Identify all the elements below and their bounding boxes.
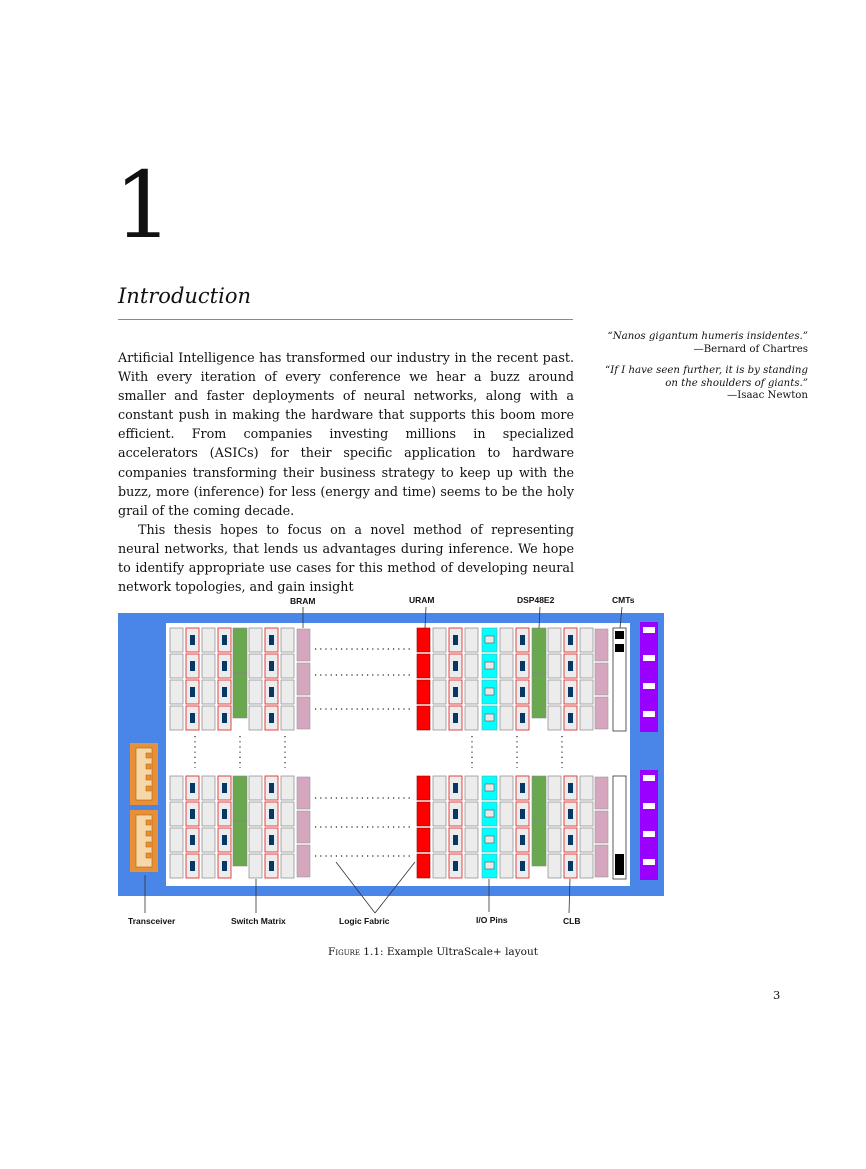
logic-tile bbox=[281, 802, 294, 826]
dsp-block bbox=[233, 821, 247, 866]
logic-tile bbox=[281, 628, 294, 652]
clb-core bbox=[453, 861, 458, 871]
logic-tile bbox=[548, 680, 561, 704]
clb-core bbox=[568, 713, 573, 723]
logic-tile bbox=[170, 628, 183, 652]
logic-tile bbox=[433, 776, 446, 800]
clb-core bbox=[269, 835, 274, 845]
clb-core bbox=[453, 809, 458, 819]
io-pin bbox=[485, 784, 494, 791]
label-transceiver: Transceiver bbox=[128, 916, 176, 926]
dsp-block bbox=[233, 776, 247, 821]
label-clb: CLB bbox=[563, 916, 581, 926]
clb-core bbox=[190, 783, 195, 793]
chapter-rule bbox=[118, 319, 573, 320]
logic-tile bbox=[465, 854, 478, 878]
cmt-slot bbox=[643, 859, 655, 865]
logic-tile bbox=[281, 706, 294, 730]
bram-block bbox=[595, 845, 608, 877]
cmt-marker bbox=[615, 631, 624, 639]
clb-core bbox=[190, 661, 195, 671]
logic-tile bbox=[580, 828, 593, 852]
dsp-block bbox=[233, 628, 247, 673]
epigraph-item bbox=[596, 365, 808, 403]
logic-tile bbox=[465, 654, 478, 678]
cmt-slot bbox=[643, 627, 655, 633]
transceiver-lane bbox=[146, 831, 151, 836]
uram-block bbox=[417, 802, 430, 826]
cmt-slot bbox=[643, 683, 655, 689]
clb-core bbox=[568, 809, 573, 819]
clb-core bbox=[520, 835, 525, 845]
epigraph-item bbox=[596, 331, 808, 356]
uram-block bbox=[417, 654, 430, 678]
clb-core bbox=[190, 713, 195, 723]
clb-core bbox=[520, 861, 525, 871]
transceiver-lane bbox=[146, 775, 151, 780]
io-pin bbox=[485, 688, 494, 695]
logic-tile bbox=[580, 654, 593, 678]
logic-tile bbox=[580, 680, 593, 704]
dsp-block bbox=[532, 776, 546, 821]
uram-block bbox=[417, 628, 430, 652]
label-logic-fabric: Logic Fabric bbox=[339, 916, 390, 926]
logic-tile bbox=[170, 680, 183, 704]
clb-core bbox=[453, 661, 458, 671]
logic-tile bbox=[281, 828, 294, 852]
label-cmts: CMTs bbox=[612, 595, 635, 605]
logic-tile bbox=[249, 654, 262, 678]
clb-core bbox=[520, 661, 525, 671]
clb-core bbox=[520, 783, 525, 793]
epigraph-quote: “If I have seen further, it is by standing on the shoulders of giants.” bbox=[604, 365, 808, 389]
io-pin bbox=[485, 862, 494, 869]
logic-tile bbox=[500, 628, 513, 652]
io-pin bbox=[485, 636, 494, 643]
logic-tile bbox=[281, 854, 294, 878]
bram-block bbox=[595, 697, 608, 729]
logic-tile bbox=[433, 854, 446, 878]
clb-core bbox=[568, 835, 573, 845]
logic-tile bbox=[249, 828, 262, 852]
clb-core bbox=[453, 687, 458, 697]
logic-tile bbox=[281, 776, 294, 800]
dsp-block bbox=[233, 673, 247, 718]
paragraph: This thesis hopes to focus on a novel method of representing neural networks, that lends us advantages during inference. We hope to identify appropriate use cases for this method of developing neural network topologies, and gain insight bbox=[118, 521, 574, 595]
cmt-marker bbox=[615, 854, 624, 875]
cmt-slot bbox=[643, 775, 655, 781]
bram-block bbox=[297, 845, 310, 877]
logic-tile bbox=[500, 802, 513, 826]
logic-tile bbox=[202, 654, 215, 678]
caption-prefix: Figure 1.1: bbox=[328, 946, 384, 958]
io-pin bbox=[485, 714, 494, 721]
logic-tile bbox=[500, 706, 513, 730]
io-pin bbox=[485, 662, 494, 669]
logic-tile bbox=[202, 776, 215, 800]
fpga-layout-diagram bbox=[112, 590, 672, 935]
logic-tile bbox=[580, 776, 593, 800]
page-number: 3 bbox=[773, 988, 781, 1002]
epigraph-quote: “Nanos gigantum humeris insidentes.” bbox=[607, 331, 808, 342]
diagram-layer bbox=[118, 607, 664, 913]
epigraph-attribution: —Isaac Newton bbox=[727, 390, 808, 401]
logic-tile bbox=[202, 802, 215, 826]
clb-core bbox=[269, 713, 274, 723]
clb-core bbox=[269, 687, 274, 697]
clb-core bbox=[568, 687, 573, 697]
clb-core bbox=[222, 635, 227, 645]
uram-block bbox=[417, 706, 430, 730]
cmt-slot bbox=[643, 655, 655, 661]
dsp-block bbox=[532, 673, 546, 718]
io-pin bbox=[485, 810, 494, 817]
logic-tile bbox=[465, 776, 478, 800]
logic-tile bbox=[548, 828, 561, 852]
bram-block bbox=[595, 663, 608, 695]
clb-core bbox=[269, 783, 274, 793]
logic-tile bbox=[281, 654, 294, 678]
clb-core bbox=[190, 687, 195, 697]
logic-tile bbox=[170, 654, 183, 678]
clb-core bbox=[568, 635, 573, 645]
bram-block bbox=[595, 629, 608, 661]
clb-core bbox=[520, 635, 525, 645]
clb-core bbox=[568, 661, 573, 671]
transceiver-lane bbox=[146, 786, 151, 791]
logic-tile bbox=[202, 706, 215, 730]
clb-core bbox=[568, 861, 573, 871]
transceiver-lane bbox=[146, 820, 151, 825]
logic-tile bbox=[465, 680, 478, 704]
logic-tile bbox=[548, 776, 561, 800]
logic-tile bbox=[281, 680, 294, 704]
logic-tile bbox=[249, 776, 262, 800]
clb-core bbox=[222, 861, 227, 871]
uram-block bbox=[417, 854, 430, 878]
logic-tile bbox=[580, 706, 593, 730]
logic-tile bbox=[170, 802, 183, 826]
cmt-slot bbox=[643, 831, 655, 837]
clb-core bbox=[453, 783, 458, 793]
clb-core bbox=[222, 687, 227, 697]
logic-tile bbox=[202, 680, 215, 704]
dsp-block bbox=[532, 821, 546, 866]
label-uram: URAM bbox=[409, 595, 435, 605]
logic-tile bbox=[249, 628, 262, 652]
logic-tile bbox=[433, 802, 446, 826]
clb-core bbox=[222, 661, 227, 671]
logic-tile bbox=[500, 854, 513, 878]
clb-core bbox=[222, 713, 227, 723]
clb-core bbox=[269, 861, 274, 871]
transceiver-lane bbox=[146, 753, 151, 758]
logic-tile bbox=[170, 776, 183, 800]
logic-tile bbox=[249, 680, 262, 704]
cmt-slot bbox=[643, 711, 655, 717]
bram-block bbox=[595, 811, 608, 843]
label-dsp48e2: DSP48E2 bbox=[517, 595, 555, 605]
logic-tile bbox=[548, 706, 561, 730]
cmt-column bbox=[613, 628, 626, 731]
bram-block bbox=[297, 663, 310, 695]
figure-ultrascale-layout bbox=[112, 590, 672, 939]
cmt-slot bbox=[643, 803, 655, 809]
clb-core bbox=[190, 635, 195, 645]
logic-tile bbox=[465, 802, 478, 826]
clb-core bbox=[453, 835, 458, 845]
logic-tile bbox=[500, 828, 513, 852]
uram-block bbox=[417, 828, 430, 852]
clb-core bbox=[568, 783, 573, 793]
logic-tile bbox=[548, 628, 561, 652]
logic-tile bbox=[548, 854, 561, 878]
paragraph: Artificial Intelligence has transformed our industry in the recent past. With every iteration of every conference we hear a buzz around smaller and faster deployments of neural networks, along with a constant push in making the hardware that supports this boom more efficient. From companies investing millions in specialized accelerators (ASICs) for their specific application to hardware companies transforming their business strategy to keep up with the buzz, more (inference) for less (energy and time) seems to be the holy grail of the coming decade. bbox=[118, 350, 574, 518]
figure-caption bbox=[0, 946, 866, 958]
logic-tile bbox=[433, 654, 446, 678]
dsp-block bbox=[532, 628, 546, 673]
clb-core bbox=[520, 687, 525, 697]
clb-core bbox=[453, 635, 458, 645]
logic-tile bbox=[202, 628, 215, 652]
logic-tile bbox=[170, 854, 183, 878]
logic-tile bbox=[433, 628, 446, 652]
clb-core bbox=[190, 861, 195, 871]
logic-tile bbox=[548, 802, 561, 826]
chapter-number: 1 bbox=[114, 152, 173, 259]
bram-block bbox=[297, 697, 310, 729]
clb-core bbox=[190, 835, 195, 845]
logic-tile bbox=[500, 776, 513, 800]
logic-tile bbox=[500, 654, 513, 678]
logic-tile bbox=[249, 706, 262, 730]
clb-core bbox=[222, 783, 227, 793]
bram-block bbox=[297, 629, 310, 661]
clb-core bbox=[520, 809, 525, 819]
cmt-marker bbox=[615, 644, 624, 652]
clb-core bbox=[520, 713, 525, 723]
caption-text: Example UltraScale+ layout bbox=[386, 946, 538, 958]
logic-tile bbox=[465, 628, 478, 652]
clb-core bbox=[222, 809, 227, 819]
transceiver-lane bbox=[146, 764, 151, 769]
logic-tile bbox=[249, 854, 262, 878]
logic-tile bbox=[580, 802, 593, 826]
chapter-title: Introduction bbox=[118, 284, 251, 308]
logic-tile bbox=[465, 706, 478, 730]
logic-tile bbox=[500, 680, 513, 704]
logic-tile bbox=[433, 680, 446, 704]
clb-core bbox=[269, 635, 274, 645]
logic-tile bbox=[465, 828, 478, 852]
logic-tile bbox=[433, 828, 446, 852]
logic-tile bbox=[202, 854, 215, 878]
clb-core bbox=[269, 661, 274, 671]
transceiver-lane bbox=[146, 842, 151, 847]
logic-tile bbox=[170, 828, 183, 852]
transceiver-lane bbox=[146, 853, 151, 858]
label-switch-matrix: Switch Matrix bbox=[231, 916, 286, 926]
label-bram: BRAM bbox=[290, 596, 316, 606]
logic-tile bbox=[170, 706, 183, 730]
logic-tile bbox=[580, 854, 593, 878]
uram-block bbox=[417, 680, 430, 704]
logic-tile bbox=[433, 706, 446, 730]
logic-tile bbox=[548, 654, 561, 678]
clb-core bbox=[453, 713, 458, 723]
uram-block bbox=[417, 776, 430, 800]
body-text bbox=[118, 348, 574, 596]
logic-tile bbox=[249, 802, 262, 826]
epigraph bbox=[596, 331, 808, 412]
logic-tile bbox=[580, 628, 593, 652]
clb-core bbox=[269, 809, 274, 819]
io-pin bbox=[485, 836, 494, 843]
epigraph-attribution: —Bernard of Chartres bbox=[693, 343, 808, 355]
clb-core bbox=[222, 835, 227, 845]
clb-core bbox=[190, 809, 195, 819]
bram-block bbox=[595, 777, 608, 809]
label-io-pins: I/O Pins bbox=[476, 915, 508, 925]
bram-block bbox=[297, 811, 310, 843]
bram-block bbox=[297, 777, 310, 809]
logic-tile bbox=[202, 828, 215, 852]
